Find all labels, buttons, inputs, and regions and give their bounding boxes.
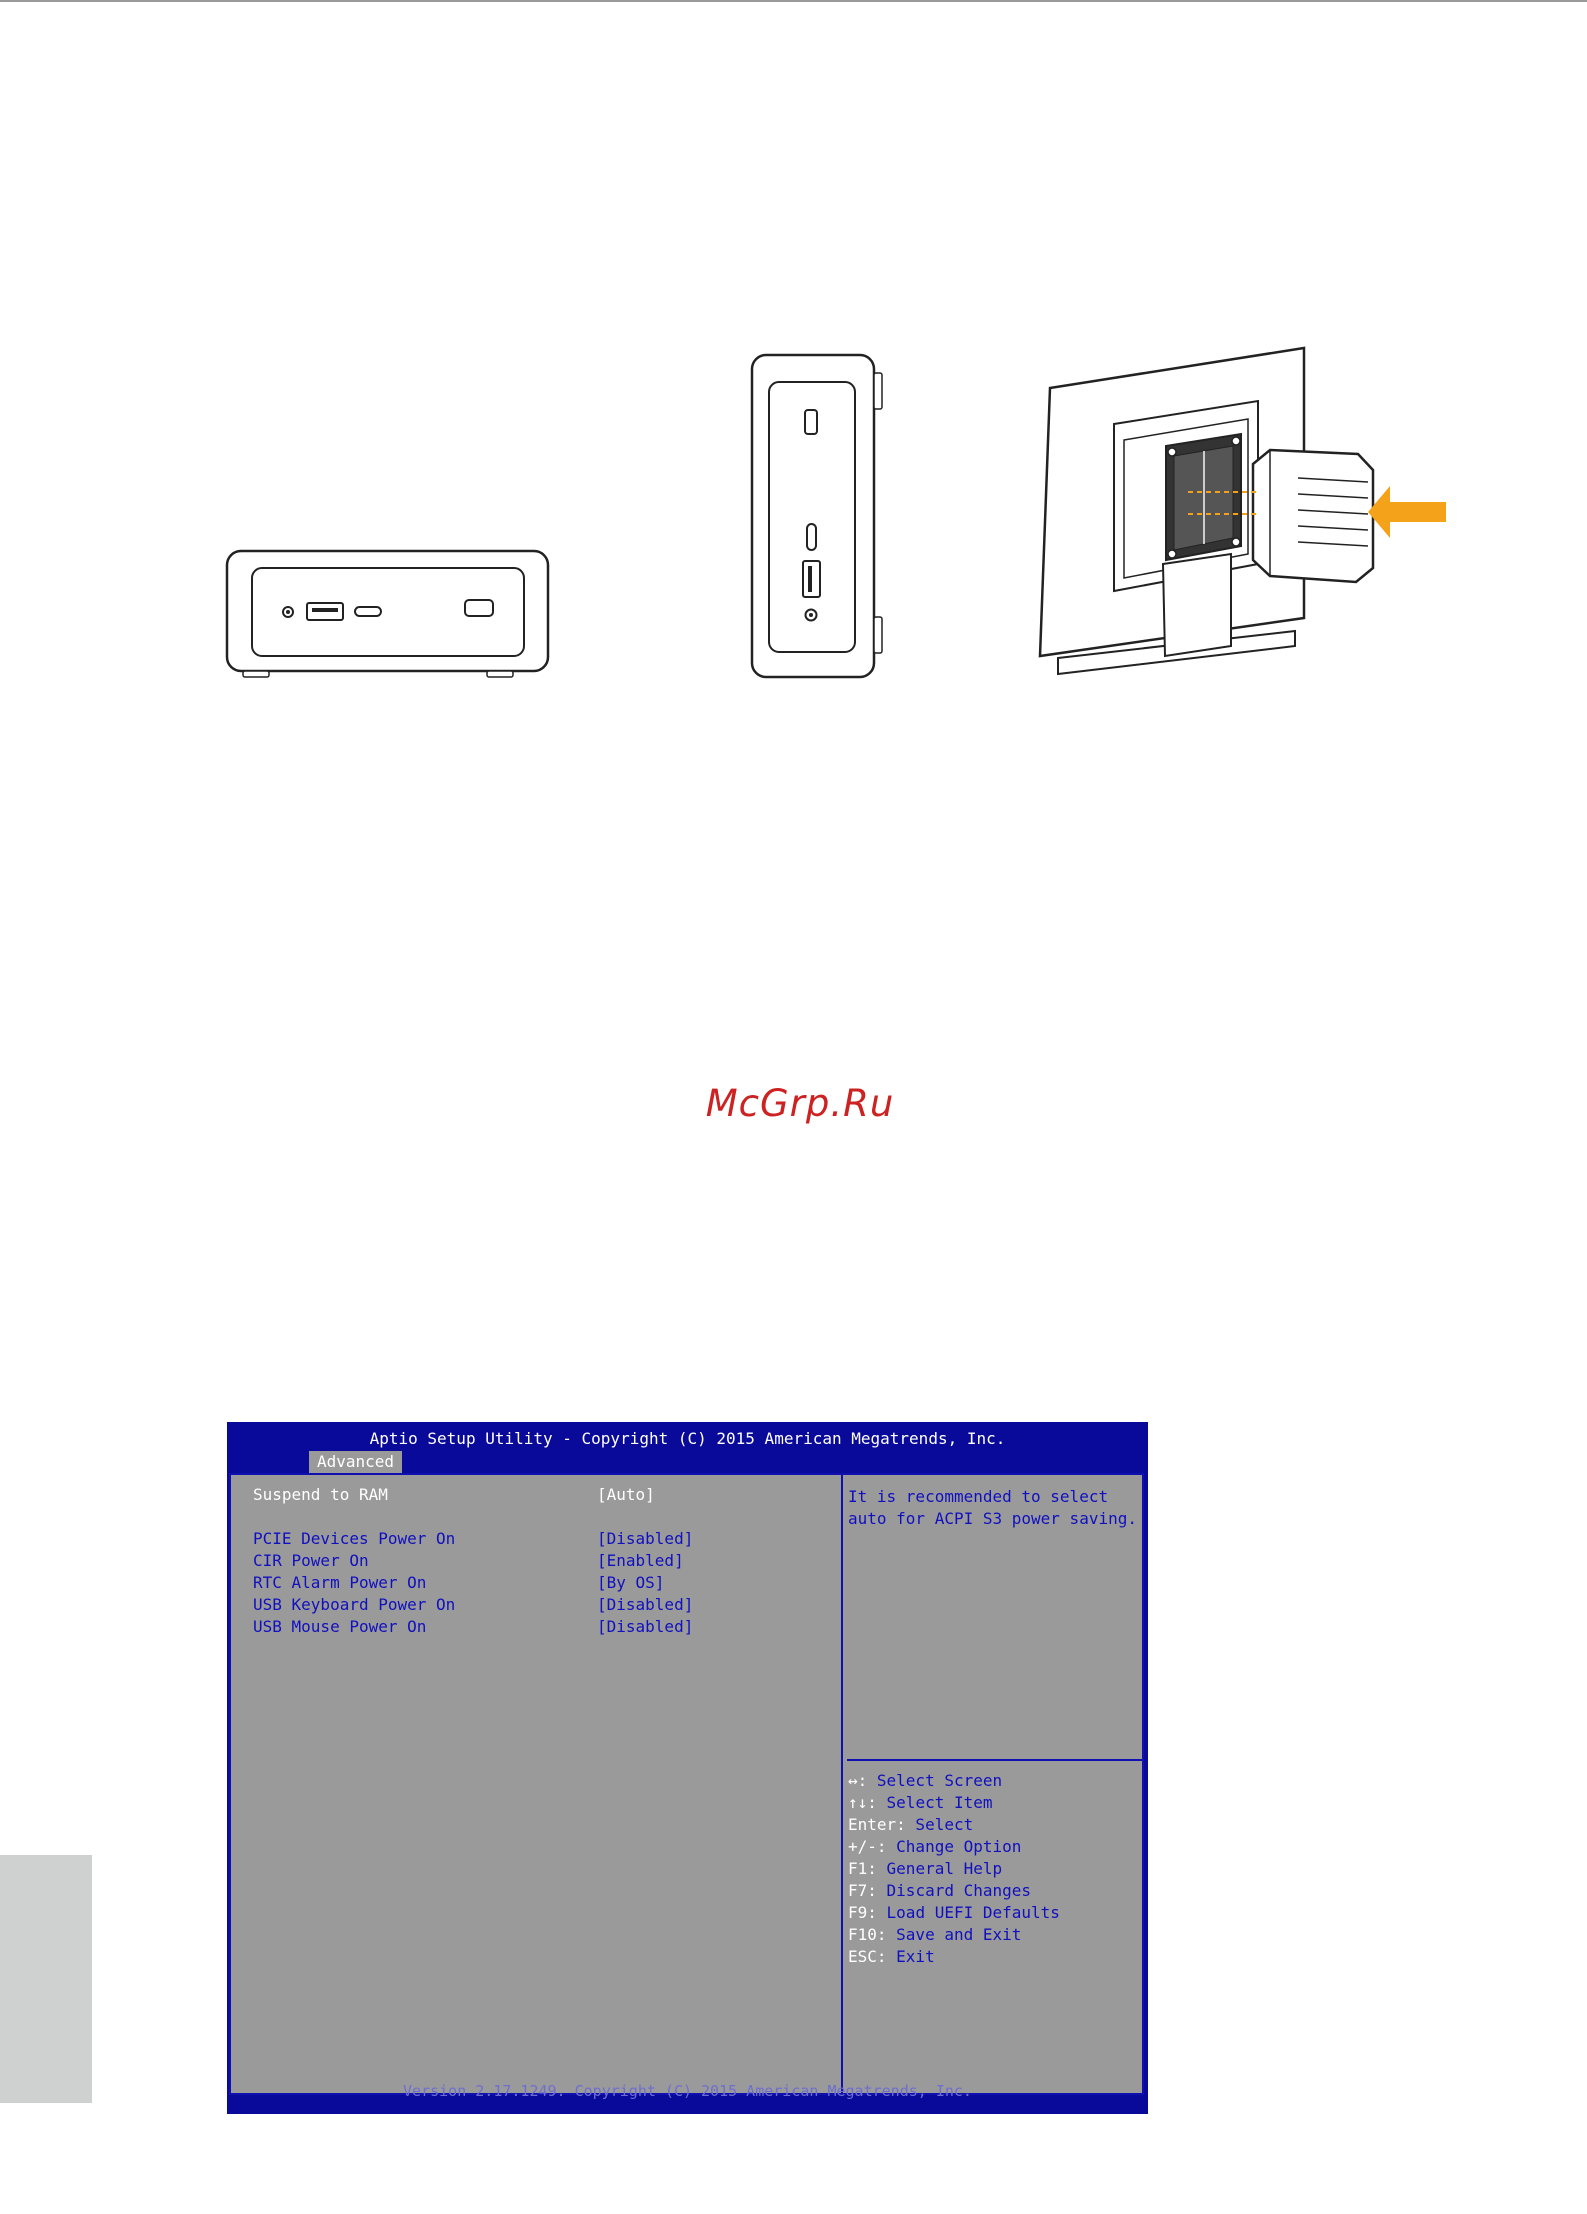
key-legend-item: +/-: Change Option	[848, 1837, 1022, 1856]
power-button-icon	[465, 600, 493, 616]
bios-item-label: CIR Power On	[253, 1551, 369, 1570]
bios-item-label: RTC Alarm Power On	[253, 1573, 427, 1592]
key-legend-item: F9: Load UEFI Defaults	[848, 1903, 1060, 1922]
mini-pc-front-view	[225, 545, 550, 685]
bios-item-label: USB Mouse Power On	[253, 1617, 427, 1636]
bios-main-panel	[229, 1473, 1144, 2095]
bios-item-value[interactable]: [Auto]	[597, 1485, 655, 1504]
key-legend	[848, 1770, 1060, 1968]
panel-divider	[841, 1475, 843, 2093]
bios-item-value[interactable]: [Disabled]	[597, 1529, 694, 1548]
bios-footer: Version 2.17.1249. Copyright (C) 2015 American Megatrends, Inc.	[403, 2082, 972, 2100]
arrow-icon	[1368, 486, 1446, 538]
tab-advanced[interactable]: Advanced	[309, 1451, 402, 1473]
key-legend-item: ESC: Exit	[848, 1947, 935, 1966]
bios-item-value[interactable]: [Disabled]	[597, 1595, 694, 1614]
power-button-icon	[805, 410, 817, 434]
bios-screen	[227, 1422, 1148, 2114]
bios-item-value[interactable]: [By OS]	[597, 1573, 665, 1592]
monitor-vesa-mount	[1038, 346, 1448, 681]
side-tab	[0, 1855, 92, 2103]
key-legend-item: Enter: Select	[848, 1815, 974, 1834]
usb-c-port-icon	[355, 607, 381, 616]
key-legend-item: F7: Discard Changes	[848, 1881, 1032, 1900]
bios-title: Aptio Setup Utility - Copyright (C) 2015 American Megatrends, Inc.	[369, 1429, 1006, 1448]
key-legend-item: F10: Save and Exit	[848, 1925, 1022, 1944]
bios-item-label: USB Keyboard Power On	[253, 1595, 456, 1614]
bios-item-value[interactable]: [Disabled]	[597, 1617, 694, 1636]
mini-pc-side-view	[748, 353, 888, 683]
top-rule	[0, 0, 1587, 2]
bios-item-label: PCIE Devices Power On	[253, 1529, 456, 1548]
key-legend-item: ↑↓: Select Item	[848, 1793, 993, 1812]
bios-item-value[interactable]: [Enabled]	[597, 1551, 684, 1570]
help-divider	[847, 1759, 1143, 1761]
bios-item-label: Suspend to RAM	[253, 1485, 388, 1504]
key-legend-item: ↔: Select Screen	[848, 1771, 1003, 1790]
watermark: McGrp.Ru	[705, 1082, 895, 1125]
key-legend-item: F1: General Help	[848, 1859, 1003, 1878]
usb-c-port-icon	[807, 524, 816, 550]
help-text: It is recommended to select auto for ACPI S3 power saving.	[848, 1487, 1137, 1528]
